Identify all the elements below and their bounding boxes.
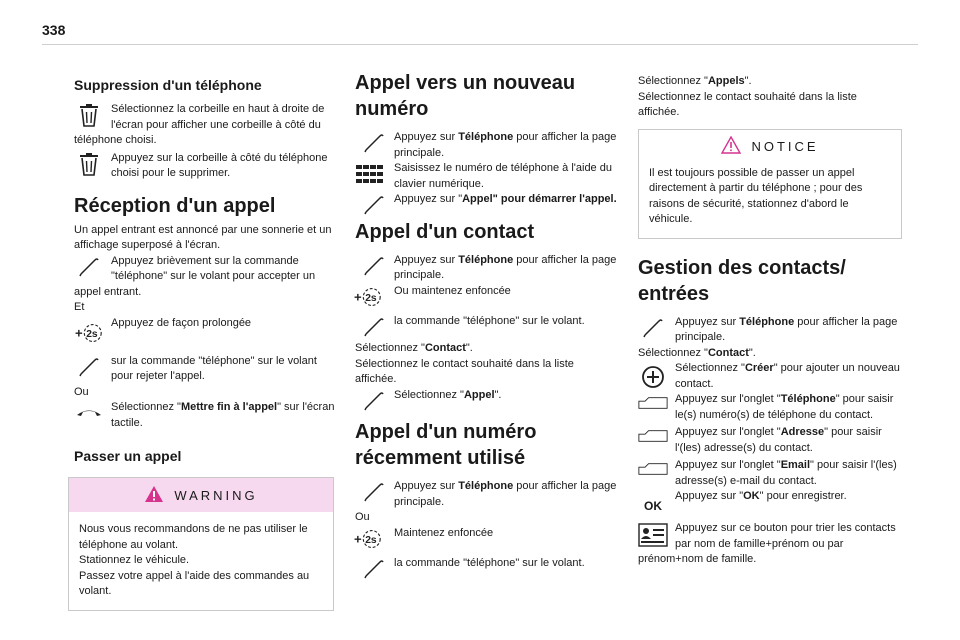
gestion-step-7: Appuyez sur ce bouton pour trier les contacts par nom de famille+prénom ou par prénom+nom de famille.	[638, 522, 896, 565]
contact-title: Appel d'un contact	[355, 220, 535, 243]
reception-intro: Un appel entrant est annoncé par une sonnerie et un affichage superposé à l'écran.	[74, 223, 332, 251]
reception-step-2: + 2s Appuyez de façon prolongée	[74, 316, 338, 346]
ok-icon: OK	[644, 499, 662, 513]
recent-title: Appel d'un numéro récemment utilisé	[355, 421, 537, 469]
notice-body: Il est toujours possible de passer un appel directement à partir du téléphone ; pour des raisons de sécurité, stationnez d'abord le véhicule.	[649, 166, 863, 225]
recent-step-1: Appuyez sur Téléphone pour afficher la page principale.	[363, 479, 617, 510]
pen-icon	[359, 131, 389, 155]
suppression-step-1: Sélectionnez la corbeille en haut à droite de l'écran pour afficher une corbeille à côté du téléphone choisi.	[74, 103, 325, 146]
svg-text:2s: 2s	[86, 328, 98, 340]
contact-step-1: Appuyez sur Téléphone pour afficher la page principale.	[363, 253, 617, 284]
gestion-step-6: OK Appuyez sur "OK" pour enregistrer.	[638, 489, 900, 517]
gestion-step-5: Appuyez sur l'onglet "Email" pour saisir l'(les) adresse(s) e-mail du contact.	[638, 458, 900, 489]
nouveau-step-2: Saisissez le numéro de téléphone à l'aide du clavier numérique.	[363, 161, 617, 192]
recent-ou: Ou	[355, 511, 370, 523]
page-number: 338	[42, 22, 66, 38]
hang-up-icon	[74, 406, 104, 430]
header-divider	[42, 44, 918, 45]
contact-step-4: Sélectionnez "Appel".	[363, 388, 617, 404]
select-contact-list: Sélectionnez le contact souhaité dans la liste affichée.	[638, 90, 857, 118]
notice-box	[638, 129, 902, 239]
suppression-step-2: Appuyez sur la corbeille à côté du téléphone choisi pour le supprimer.	[74, 151, 338, 182]
sort-contacts-icon	[638, 523, 668, 547]
tab-icon	[638, 429, 668, 453]
svg-text:+: +	[353, 531, 362, 547]
nouveau-step-3: Appuyez sur "Appel" pour démarrer l'appel.	[363, 192, 617, 208]
warning-icon	[144, 485, 164, 506]
pen-icon	[359, 480, 389, 504]
pen-icon	[359, 315, 389, 339]
contact-select-2: Sélectionnez le contact souhaité dans la liste affichée.	[355, 357, 574, 385]
pen-icon	[359, 193, 389, 217]
trash-icon	[74, 103, 104, 127]
recent-step-2: + 2s Maintenez enfoncée	[363, 526, 617, 552]
gestion-step-3: Appuyez sur l'onglet "Téléphone" pour saisir le(s) numéro(s) de téléphone du contact.	[638, 392, 900, 423]
add-circle-icon	[638, 365, 668, 389]
nouveau-step-1: Appuyez sur Téléphone pour afficher la page principale.	[363, 130, 617, 161]
svg-text:+: +	[353, 289, 362, 305]
gestion-step-4: Appuyez sur l'onglet "Adresse" pour saisir l'(les) adresse(s) du contact.	[638, 425, 900, 456]
pen-icon	[74, 355, 104, 379]
gestion-step-2: Sélectionnez "Créer" pour ajouter un nouveau contact.	[638, 361, 900, 392]
contact-step-3: la commande "téléphone" sur le volant.	[363, 314, 617, 330]
plus-2s-icon	[353, 286, 383, 310]
et-label: Et	[74, 301, 85, 313]
reception-step-4: Sélectionnez "Mettre fin à l'appel" sur l'écran tactile.	[74, 400, 338, 431]
svg-text:2s: 2s	[365, 292, 377, 304]
tab-icon	[638, 462, 668, 486]
warning-icon	[721, 136, 741, 157]
svg-text:+: +	[74, 325, 83, 341]
recent-step-3: la commande "téléphone" sur le volant.	[363, 556, 617, 572]
column-2	[355, 70, 617, 571]
reception-title: Réception d'un appel	[74, 194, 276, 217]
keypad-icon	[355, 165, 385, 189]
reception-step-1: Appuyez brièvement sur la commande "téléphone" sur le volant pour accepter un appel entrant.	[74, 254, 316, 298]
warning-body: Nous vous recommandons de ne pas utiliser le téléphone au volant. Stationnez le véhicule. Passez votre appel à l'aide des commandes au volant.	[79, 523, 310, 597]
pen-icon	[359, 389, 389, 413]
pen-icon	[359, 254, 389, 278]
tab-icon	[638, 396, 668, 420]
plus-2s-icon	[74, 322, 104, 346]
ou-label: Ou	[74, 385, 89, 398]
passer-title: Passer un appel	[74, 448, 182, 464]
contact-step-2: + 2s Ou maintenez enfoncée	[363, 284, 617, 310]
select-appels: Sélectionnez "Appels".	[638, 75, 752, 87]
trash-icon	[74, 152, 104, 176]
gestion-step-1: Appuyez sur Téléphone pour afficher la page principale.	[638, 315, 900, 346]
column-3	[638, 70, 900, 568]
gestion-title: Gestion des contacts/ entrées	[638, 256, 846, 305]
reception-step-3: sur la commande "téléphone" sur le volant pour rejeter l'appel.	[74, 354, 338, 385]
suppression-title: Suppression d'un téléphone	[74, 77, 262, 93]
svg-text:2s: 2s	[365, 534, 377, 546]
pen-icon	[638, 316, 668, 340]
notice-header: NOTICE	[639, 130, 901, 164]
pen-icon	[359, 557, 389, 581]
contact-select-1: Sélectionnez "Contact".	[355, 342, 473, 354]
plus-2s-icon	[353, 528, 383, 552]
pen-icon	[74, 255, 104, 279]
column-1	[74, 70, 338, 611]
gestion-select-contact: Sélectionnez "Contact".	[638, 346, 756, 359]
nouveau-numero-title: Appel vers un nouveau numéro	[355, 72, 576, 120]
warning-box	[68, 477, 334, 611]
warning-header: WARNING	[69, 478, 333, 512]
